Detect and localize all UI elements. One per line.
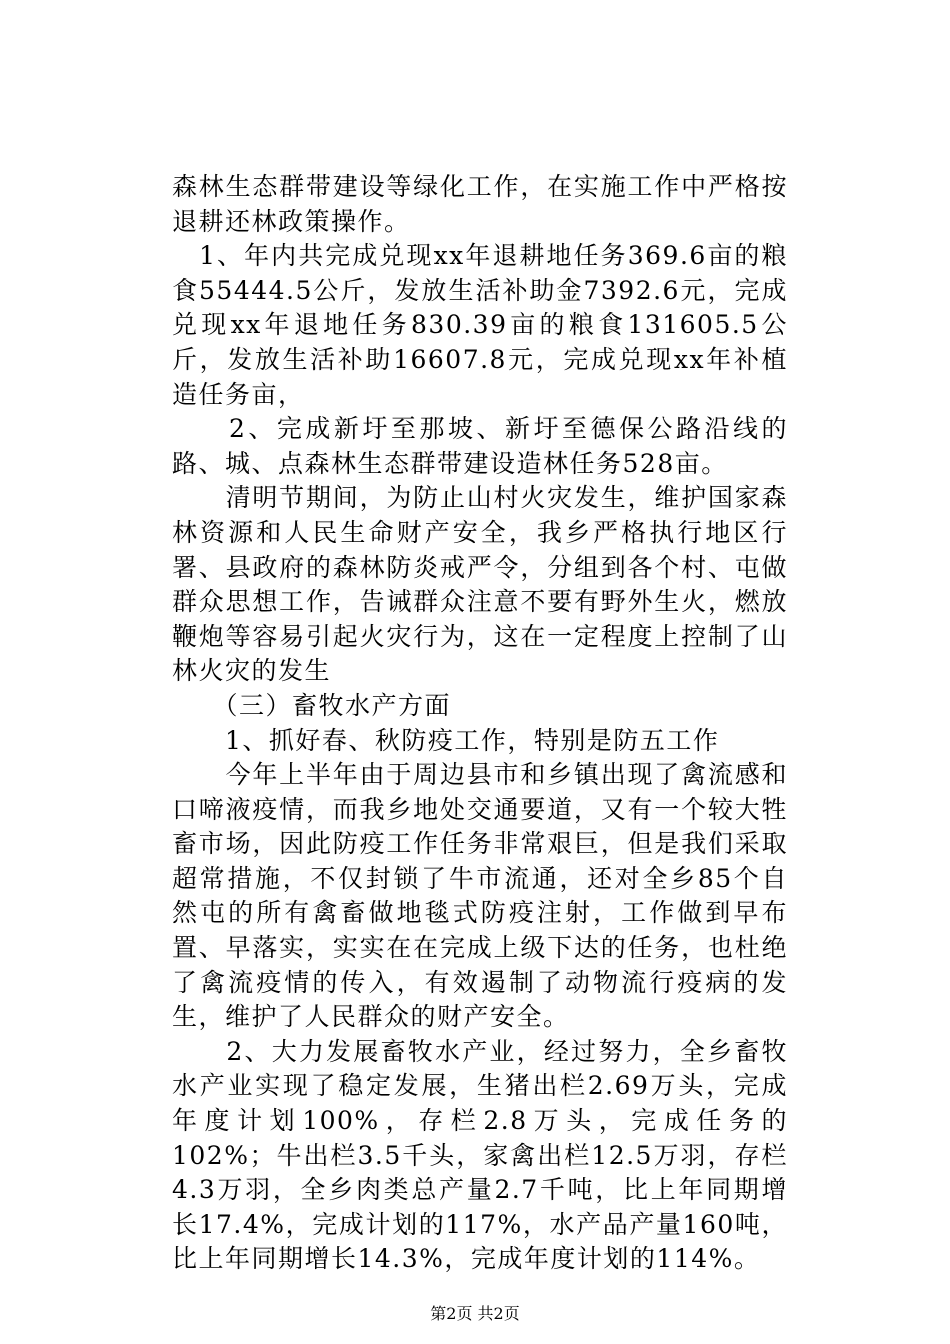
paragraph-8: 2、大力发展畜牧水产业，经过努力，全乡畜牧水产业实现了稳定发展，生猪出栏2.69万头，完成年度计划100%，存栏2.8万头，完成任务的102%；牛出栏3.5千头，家禽出栏12.5万羽，存栏4.3万羽，全乡肉类总产量2.7千吨，比上年同期增长17.4%，完成计划的117%，水产品产量160吨，比上年同期增长14.3%，完成年度计划的114%。 — [172, 1036, 788, 1274]
subheading: 1、抓好春、秋防疫工作，特别是防五工作 — [172, 725, 720, 755]
page-number-footer: 第2页 共2页 — [430, 1304, 520, 1323]
paragraph-3: 2、完成新圩至那坡、新圩至德保公路沿线的路、城、点森林生态群带建设造林任务528亩。 — [172, 414, 788, 478]
paragraph-4: 清明节期间，为防止山村火灾发生，维护国家森林资源和人民生命财产安全，我乡严格执行地区行署、县政府的森林防炎戒严令，分组到各个村、屯做群众思想工作，告诫群众注意不要有野外生火，燃放鞭炮等容易引起火灾行为，这在一定程度上控制了山林火灾的发生 — [172, 483, 788, 686]
document-body — [172, 170, 788, 1277]
section-heading: （三）畜牧水产方面 — [172, 690, 452, 720]
paragraph-2: 1、年内共完成兑现xx年退耕地任务369.6亩的粮食55444.5公斤，发放生活补助金7392.6元，完成兑现xx年退地任务830.39亩的粮食131605.5公斤，发放生活补助16607.8元，完成兑现xx年补植造任务亩， — [172, 241, 788, 409]
paragraph-1: 森林生态群带建设等绿化工作，在实施工作中严格按退耕还林政策操作。 — [172, 172, 788, 236]
paragraph-7: 今年上半年由于周边县市和乡镇出现了禽流感和口啼液疫情，而我乡地处交通要道，又有一个较大牲畜市场，因此防疫工作任务非常艰巨，但是我们采取超常措施，不仅封锁了牛市流通，还对全乡85个自然屯的所有禽畜做地毯式防疫注射，工作做到早布置、早落实，实实在在完成上级下达的任务，也杜绝了禽流疫情的传入，有效遏制了动物流行疫病的发生，维护了人民群众的财产安全。 — [172, 760, 788, 1032]
